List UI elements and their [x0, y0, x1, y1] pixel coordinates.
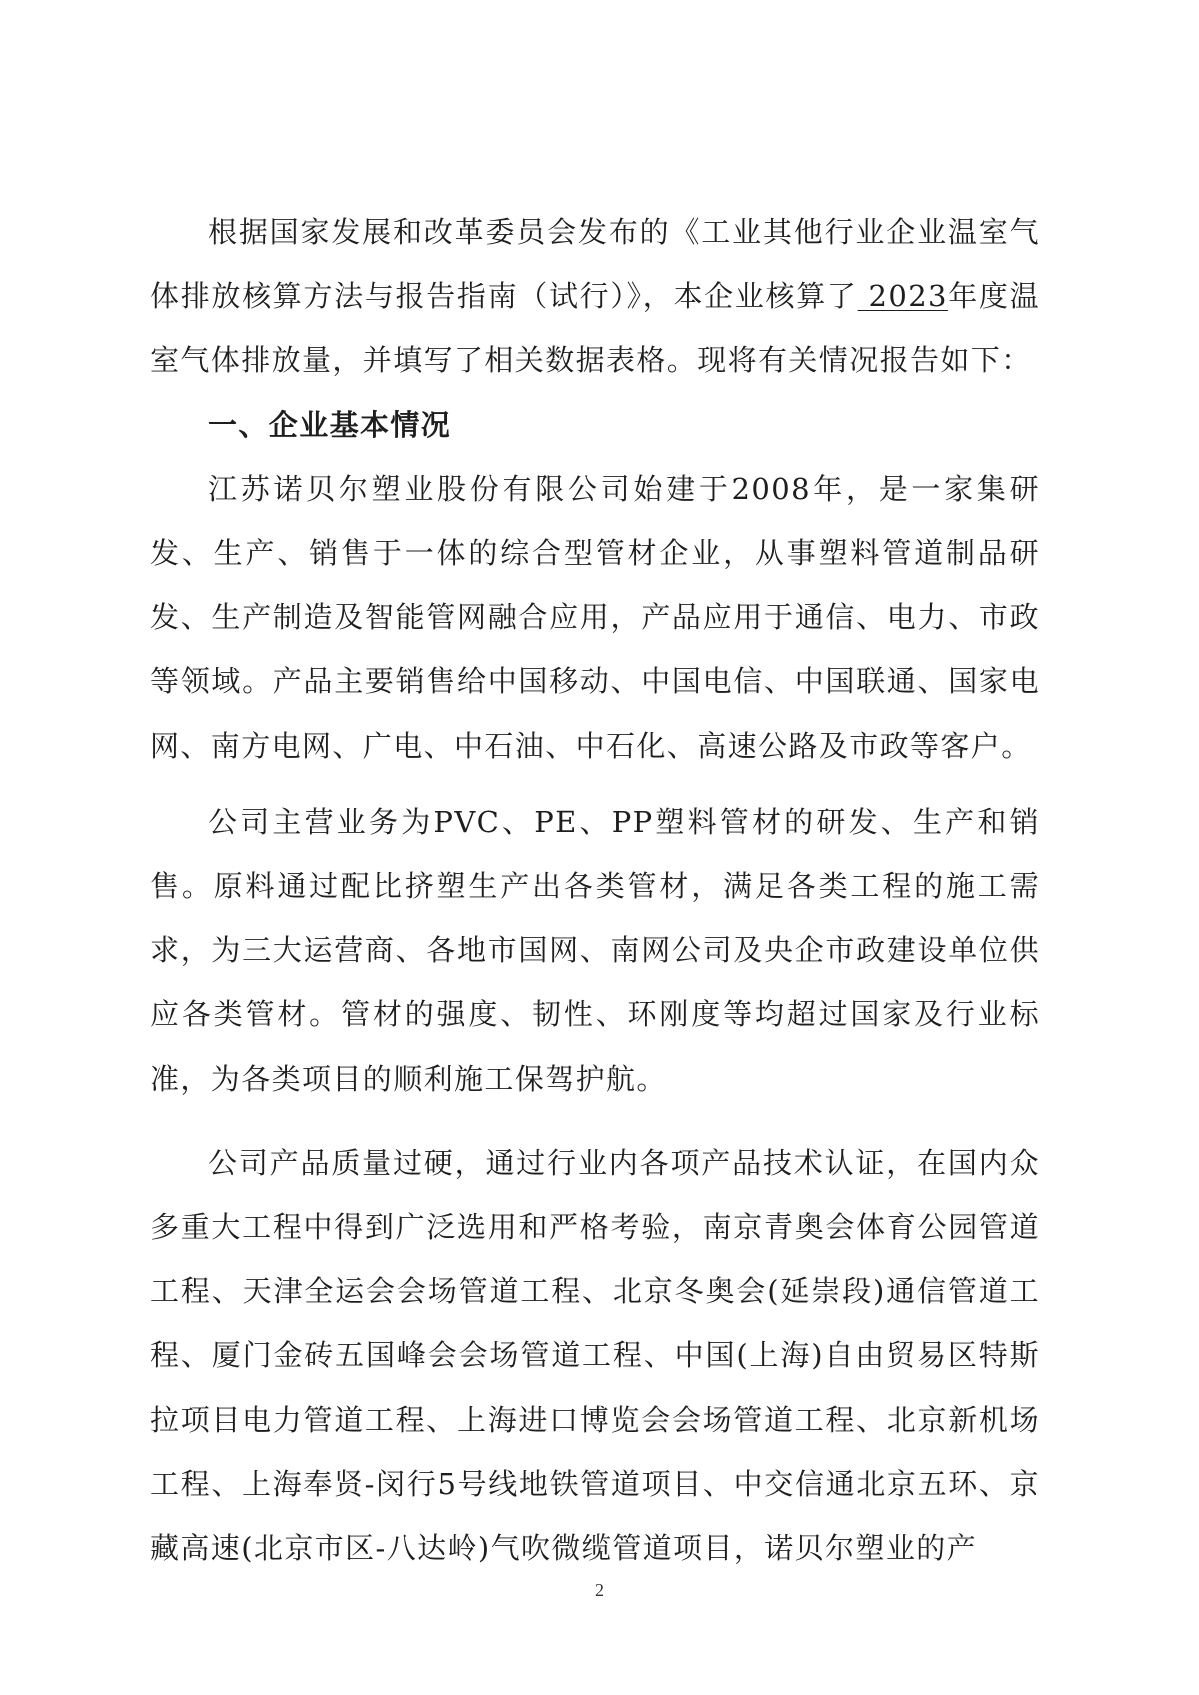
document-body	[150, 200, 1040, 1580]
intro-text-before: 根据国家发展和改革委员会发布的《工业其他行业企业温室气体排放核算方法与报告指南（试行）》，本企业核算了	[150, 215, 1040, 314]
intro-paragraph	[150, 200, 1040, 393]
page-number: 2	[595, 1580, 604, 1600]
product-quality-paragraph: 公司产品质量过硬，通过行业内各项产品技术认证，在国内众多重大工程中得到广泛选用和严格考验，南京青奥会体育公园管道工程、天津全运会会场管道工程、北京冬奥会(延崇段)通信管道工程、厦门金砖五国峰会会场管道工程、中国(上海)自由贸易区特斯拉项目电力管道工程、上海进口博览会会场管道工程、北京新机场工程、上海奉贤-闵行5号线地铁管道项目、中交信通北京五环、京藏高速(北京市区-八达岭)气吹微缆管道项目，诺贝尔塑业的产	[150, 1145, 1040, 1566]
section-heading: 一、企业基本情况	[208, 407, 452, 442]
company-overview-paragraph: 江苏诺贝尔塑业股份有限公司始建于2008年，是一家集研发、生产、销售于一体的综合型管材企业，从事塑料管道制品研发、生产制造及智能管网融合应用，产品应用于通信、电力、市政等领域。产品主要销售给中国移动、中国电信、中国联通、国家电网、南方电网、广电、中石油、中石化、高速公路及市政等客户。	[150, 471, 1040, 763]
intro-text-after: 年度温室气体排放量，并填写了相关数据表格。现将有关情况报告如下：	[150, 279, 1040, 378]
main-business-paragraph: 公司主营业务为PVC、PE、PP塑料管材的研发、生产和销售。原料通过配比挤塑生产出各类管材，满足各类工程的施工需求，为三大运营商、各地市国网、南网公司及央企市政建设单位供应各类管材。管材的强度、韧性、环刚度等均超过国家及行业标准，为各类项目的顺利施工保驾护航。	[150, 804, 1040, 1096]
report-year: 2023	[857, 279, 948, 314]
